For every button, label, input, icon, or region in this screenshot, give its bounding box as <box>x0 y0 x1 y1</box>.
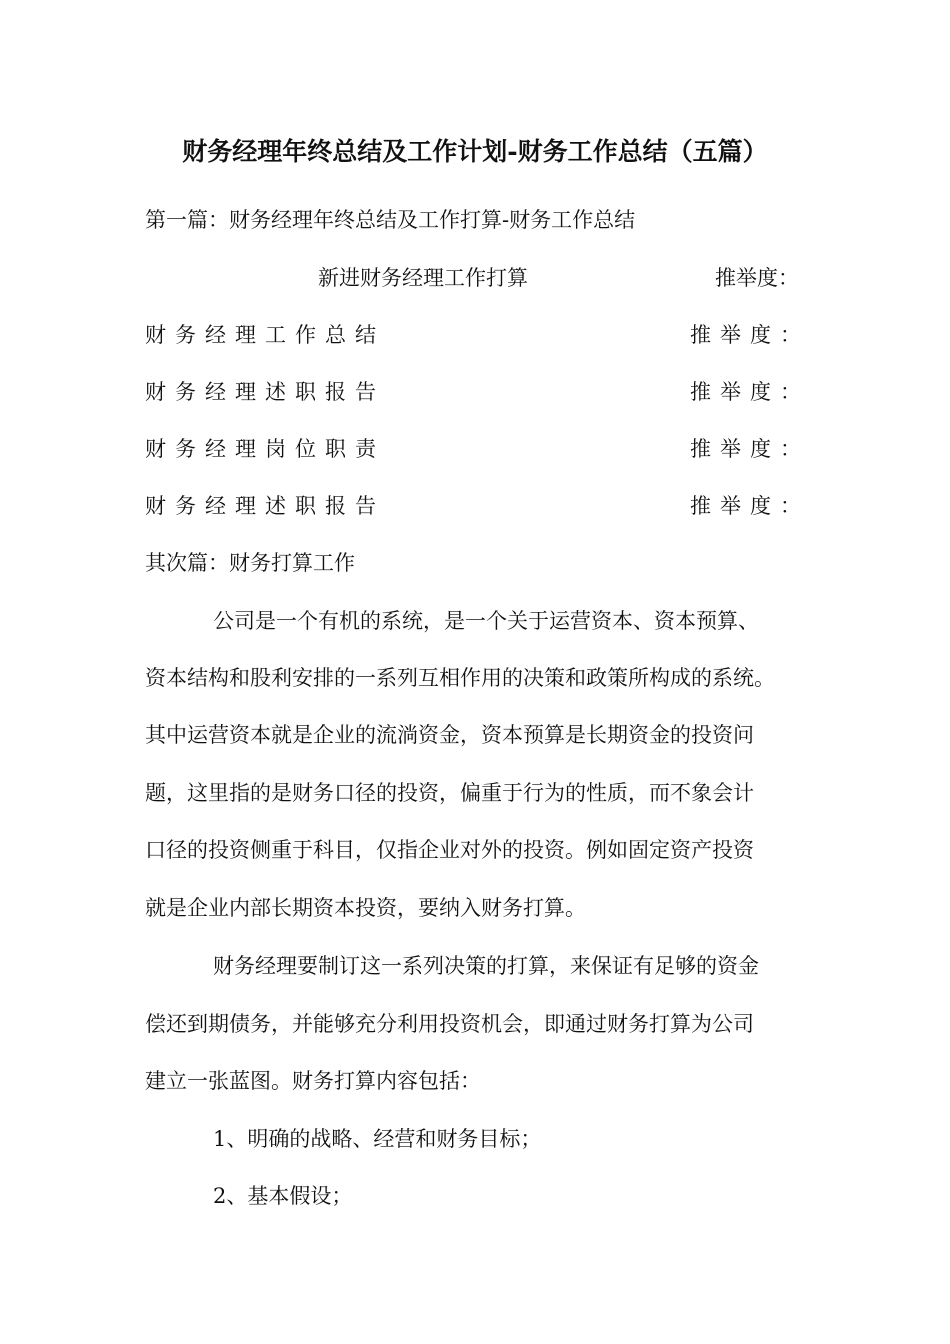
recommend-item-label: 财务经理述职报告 <box>145 494 385 518</box>
paragraph-line: 口径的投资侧重于科目，仅指企业对外的投资。例如固定资产投资 <box>145 838 754 862</box>
recommend-item-label: 财务经理述职报告 <box>145 380 385 404</box>
list-item: 1、明确的战略、经营和财务目标； <box>213 1127 542 1151</box>
paragraph-line: 其中运营资本就是企业的流淌资金，资本预算是长期资金的投资问 <box>145 723 754 747</box>
recommend-header-left: 新进财务经理工作打算 <box>318 266 528 290</box>
paragraph-line: 公司是一个有机的系统，是一个关于运营资本、资本预算、 <box>213 609 759 633</box>
recommend-item-rating: 推举度： <box>690 437 810 461</box>
recommend-item-rating: 推举度： <box>690 323 810 347</box>
document-title: 财务经理年终总结及工作计划-财务工作总结（五篇） <box>182 137 768 166</box>
paragraph-line: 偿还到期债务，并能够充分利用投资机会，即通过财务打算为公司 <box>145 1012 754 1036</box>
paragraph-line: 资本结构和股利安排的一系列互相作用的决策和政策所构成的系统。 <box>145 666 775 690</box>
paragraph-line: 建立一张蓝图。财务打算内容包括： <box>145 1069 481 1093</box>
recommend-item-rating: 推举度： <box>690 380 810 404</box>
recommend-item-label: 财务经理岗位职责 <box>145 437 385 461</box>
section2-heading: 其次篇：财务打算工作 <box>145 551 355 575</box>
recommend-header-right: 推举度： <box>715 266 799 290</box>
recommend-item-label: 财务经理工作总结 <box>145 323 385 347</box>
list-item: 2、基本假设； <box>213 1184 353 1208</box>
recommend-item-rating: 推举度： <box>690 494 810 518</box>
paragraph-line: 就是企业内部长期资本投资，要纳入财务打算。 <box>145 896 586 920</box>
paragraph-line: 财务经理要制订这一系列决策的打算，来保证有足够的资金 <box>213 954 759 978</box>
paragraph-line: 题，这里指的是财务口径的投资，偏重于行为的性质，而不象会计 <box>145 781 754 805</box>
section1-heading: 第一篇：财务经理年终总结及工作打算-财务工作总结 <box>145 208 636 232</box>
